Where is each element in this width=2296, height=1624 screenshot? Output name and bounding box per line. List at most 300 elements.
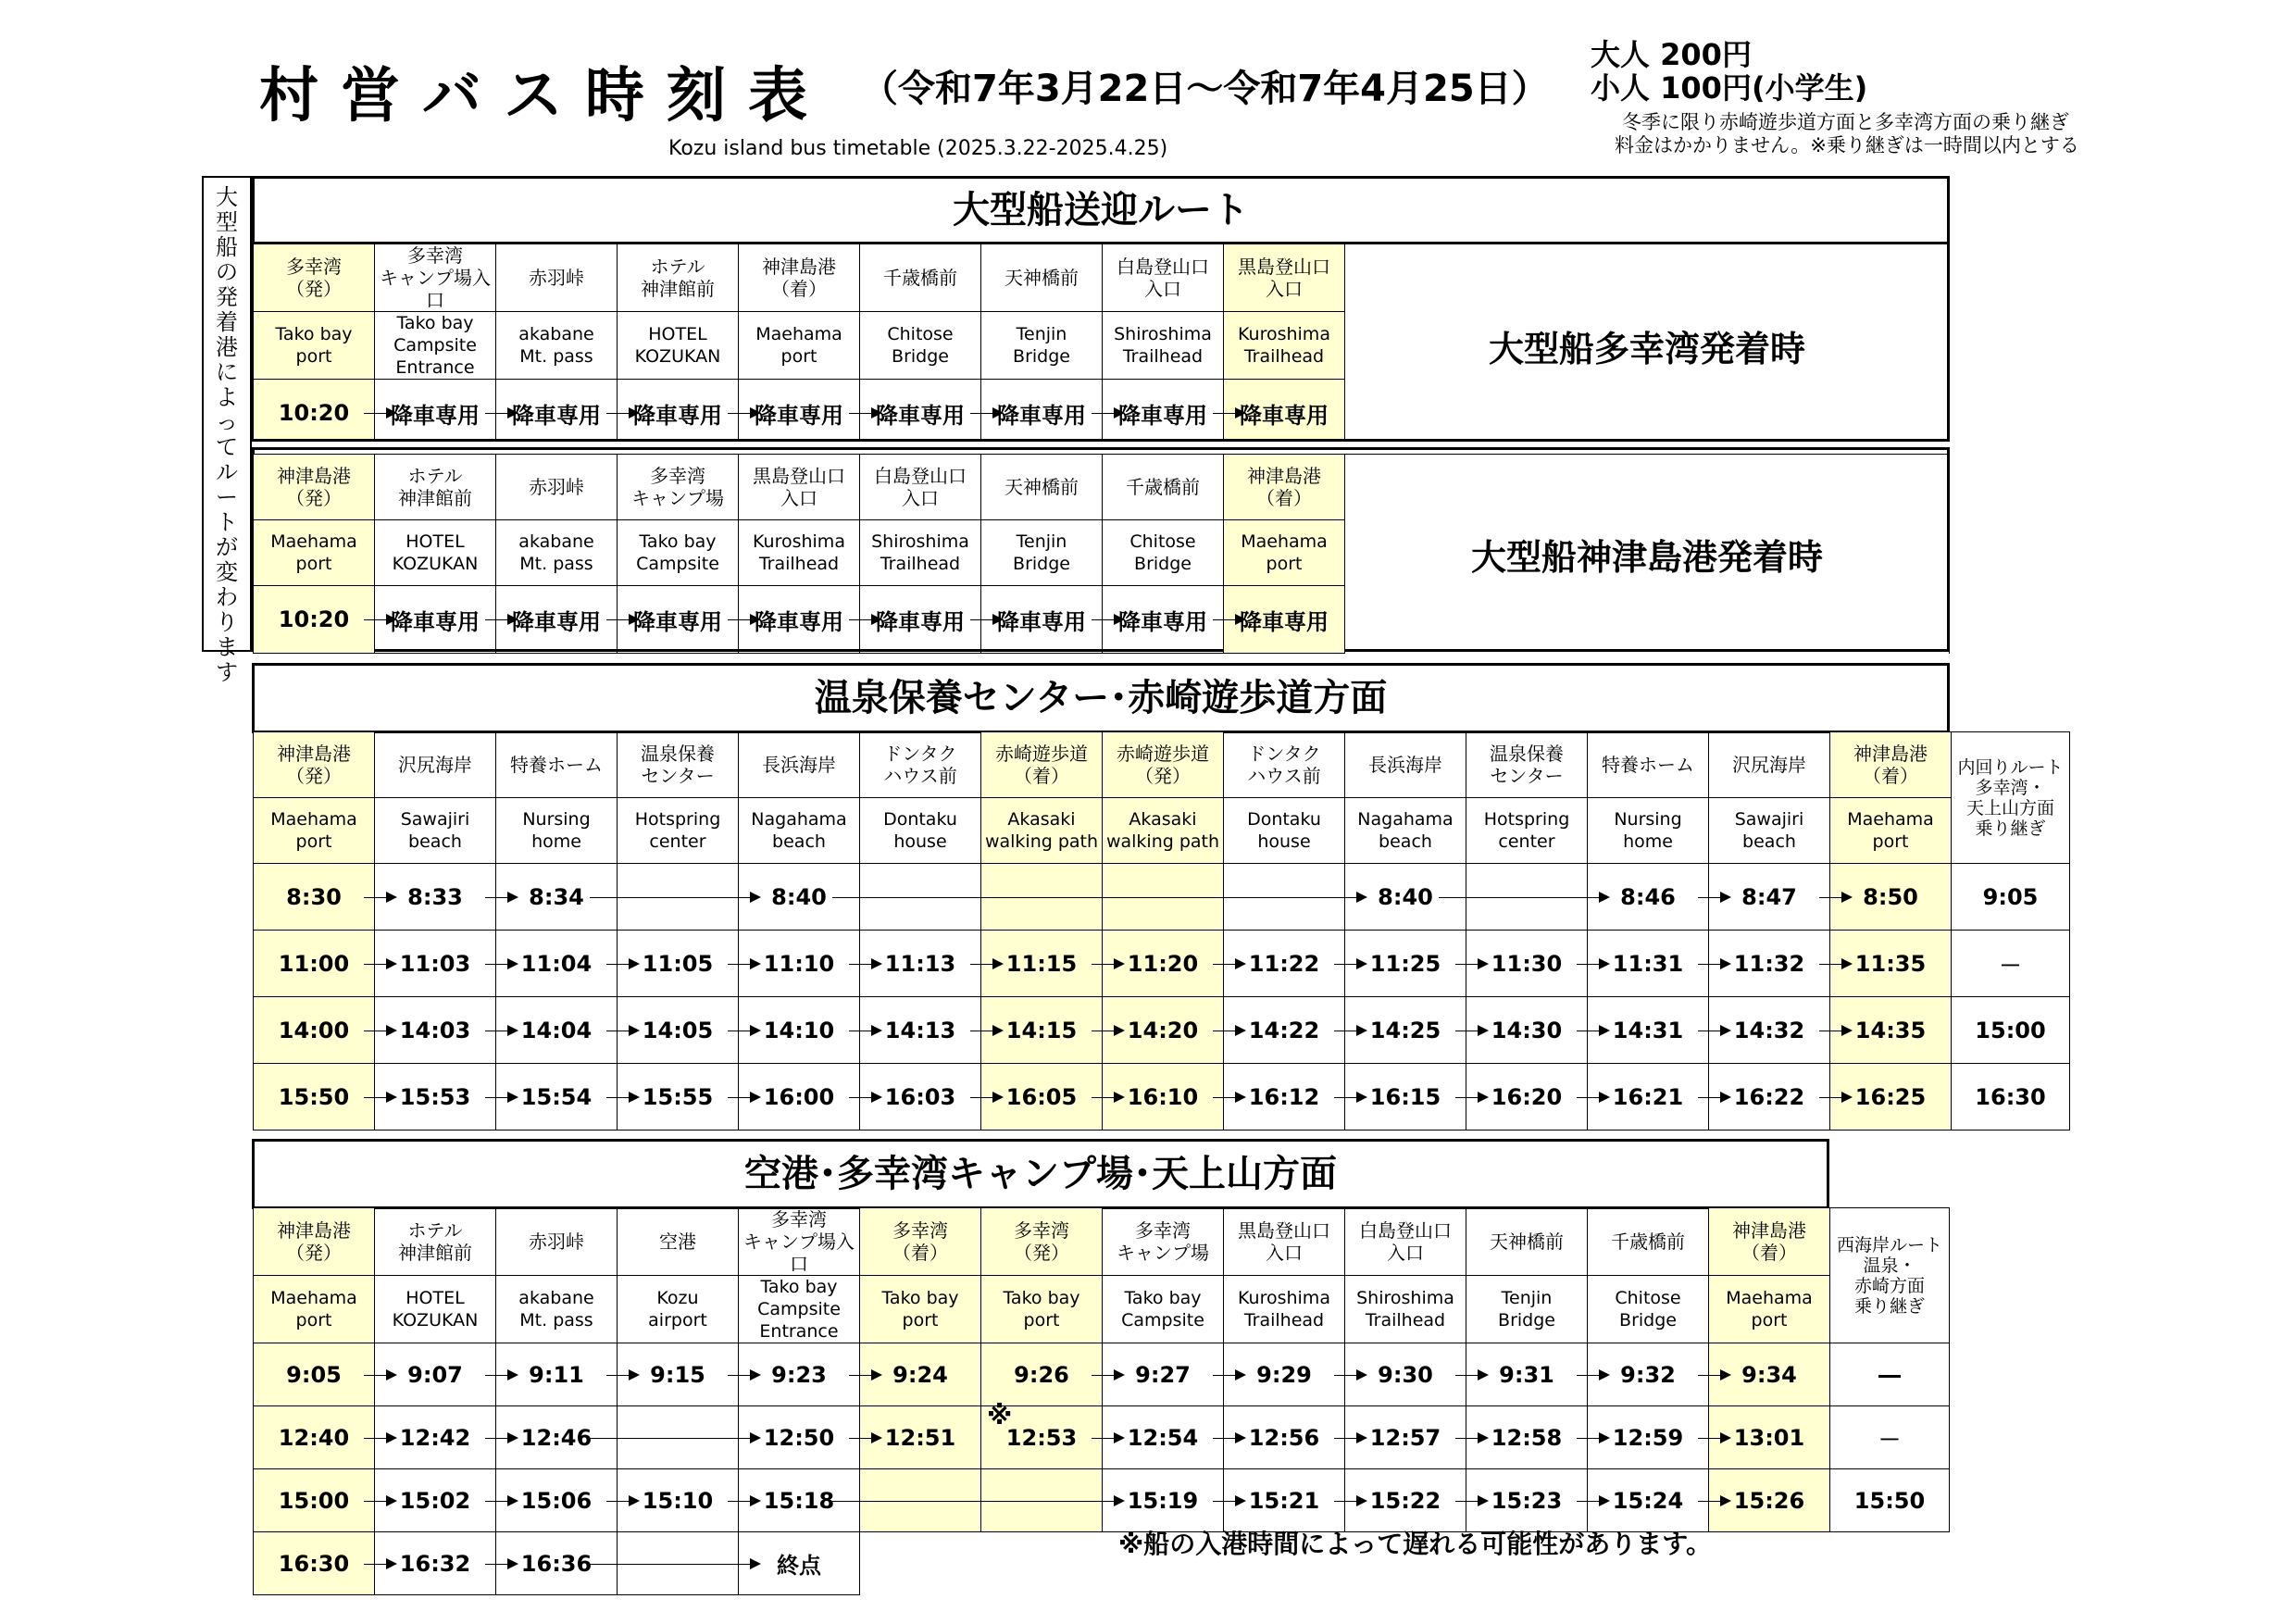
delay-mark: ※ <box>987 1400 1013 1430</box>
stop-name-en: Shiroshima Trailhead <box>1103 312 1224 380</box>
stop-name-jp: ドンタク ハウス前 <box>1224 732 1345 798</box>
onsen-route-table <box>253 731 2070 1131</box>
route-arrow <box>1213 1438 1244 1439</box>
route-arrow <box>1213 413 1244 414</box>
stop-name-en: Maehama port <box>254 520 375 586</box>
route-arrow <box>606 1375 638 1376</box>
time-cell: 8:46 <box>1588 864 1709 931</box>
route-arrow <box>485 1438 517 1439</box>
time-cell: 14:32 <box>1709 997 1830 1064</box>
time-cell: 降車専用 <box>375 380 496 447</box>
time-cell: 11:22 <box>1224 931 1345 997</box>
transfer-time: － <box>1830 1406 1950 1469</box>
route-arrow <box>1213 964 1244 965</box>
time-cell: 11:15 <box>981 931 1103 997</box>
stop-name-jp: 多幸湾 キャンプ場 <box>618 455 739 520</box>
route-arrow <box>364 897 395 898</box>
time-cell: 8:50 <box>1830 864 1952 931</box>
transfer-time: － <box>1952 931 2070 997</box>
time-cell: 11:31 <box>1588 931 1709 997</box>
stop-name-en: Nursing home <box>496 798 618 864</box>
time-cell: 11:04 <box>496 931 618 997</box>
stop-name-jp: 千歳橋前 <box>860 244 981 312</box>
stop-name-jp: 赤羽峠 <box>496 1208 618 1276</box>
stop-name-en: HOTEL KOZUKAN <box>618 312 739 380</box>
time-cell: 12:46 <box>496 1406 618 1469</box>
time-cell: 9:34 <box>1709 1343 1830 1406</box>
transfer-time: ― <box>1830 1343 1950 1406</box>
stop-name-jp: 多幸湾 キャンプ場 <box>1103 1208 1224 1276</box>
route-arrow <box>364 413 395 414</box>
stop-name-en: Tako bay Campsite <box>1103 1276 1224 1343</box>
time-cell: 15:06 <box>496 1469 618 1532</box>
stop-name-en: Shiroshima Trailhead <box>860 520 981 586</box>
stop-name-jp: 多幸湾 キャンプ場入口 <box>375 244 496 312</box>
time-cell: 9:31 <box>1466 1343 1588 1406</box>
time-cell: 9:29 <box>1224 1343 1345 1406</box>
time-cell: 14:03 <box>375 997 496 1064</box>
route-label: 大型船多幸湾発着時 <box>1345 244 1950 447</box>
route-arrow <box>485 413 517 414</box>
stop-name-jp: 多幸湾 （発） <box>981 1208 1103 1276</box>
route-arrow <box>606 1501 638 1502</box>
section-airport-title: 空港･多幸湾キャンプ場･天上山方面 <box>252 1139 1829 1209</box>
route-arrow <box>1819 964 1851 965</box>
stop-name-en: Tenjin Bridge <box>981 312 1103 380</box>
time-cell: 16:32 <box>375 1532 496 1595</box>
stop-name-en: Chitose Bridge <box>860 312 981 380</box>
stop-name-jp: 多幸湾 （着） <box>860 1208 981 1276</box>
route-arrow <box>849 1097 880 1098</box>
time-cell: 11:32 <box>1709 931 1830 997</box>
route-arrow <box>849 619 880 620</box>
period: （令和7年3月22日～令和7年4月25日） <box>861 68 1549 110</box>
route-arrow <box>590 1564 759 1565</box>
stop-name-en: Kozu airport <box>618 1276 739 1343</box>
route-arrow <box>728 1375 759 1376</box>
transfer-note-2: 料金はかかりません。※乗り継ぎは一時間以内とする <box>1615 134 2079 156</box>
route-arrow <box>1213 619 1244 620</box>
time-cell: 降車専用 <box>375 586 496 654</box>
transfer-note-1: 冬季に限り赤崎遊歩道方面と多幸湾方面の乗り継ぎ <box>1622 111 2069 133</box>
route-arrow <box>485 619 517 620</box>
time-cell: 16:25 <box>1830 1064 1952 1131</box>
stop-name-jp: 神津島港 （着） <box>1709 1208 1830 1276</box>
stop-name-en: akabane Mt. pass <box>496 1276 618 1343</box>
time-cell: 15:10 <box>618 1469 739 1532</box>
section-ship-title: 大型船送迎ルート <box>252 176 1950 244</box>
time-cell: 14:13 <box>860 997 981 1064</box>
title-english: Kozu island bus timetable (2025.3.22-2025.4.25) <box>668 137 1168 160</box>
route-arrow <box>364 1438 395 1439</box>
transfer-time: 15:00 <box>1952 997 2070 1064</box>
time-cell: 8:30 <box>254 864 375 931</box>
stop-name-jp: 温泉保養 センター <box>618 732 739 798</box>
time-cell: 11:03 <box>375 931 496 997</box>
time-cell: 16:30 <box>254 1532 375 1595</box>
time-cell: 12:54 <box>1103 1406 1224 1469</box>
stop-name-jp: 白島登山口 入口 <box>860 455 981 520</box>
route-arrow <box>590 897 759 898</box>
route-arrow <box>1334 1501 1366 1502</box>
page-title: 村営バス時刻表 <box>259 62 830 131</box>
time-cell: 15:26 <box>1709 1469 1830 1532</box>
time-cell: 11:05 <box>618 931 739 997</box>
stop-name-en: Shiroshima Trailhead <box>1345 1276 1466 1343</box>
time-cell: 8:47 <box>1709 864 1830 931</box>
route-arrow <box>1092 1375 1123 1376</box>
route-arrow <box>1698 1375 1729 1376</box>
stop-name-en: Maehama port <box>739 312 860 380</box>
stop-name-jp: 神津島港 （着） <box>739 244 860 312</box>
time-cell: 15:54 <box>496 1064 618 1131</box>
route-arrow <box>1455 1438 1487 1439</box>
stop-name-jp: 神津島港 （発） <box>254 732 375 798</box>
route-arrow <box>364 964 395 965</box>
time-cell: 降車専用 <box>739 586 860 654</box>
time-cell: 9:15 <box>618 1343 739 1406</box>
route-arrow <box>970 413 1002 414</box>
stop-name-jp: 沢尻海岸 <box>1709 732 1830 798</box>
time-cell: 16:36 <box>496 1532 618 1595</box>
section-divider <box>252 439 1950 450</box>
route-arrow <box>1334 1375 1366 1376</box>
stop-name-jp: 黒島登山口 入口 <box>1224 1208 1345 1276</box>
route-arrow <box>606 413 638 414</box>
time-cell: 11:35 <box>1830 931 1952 997</box>
route-arrow <box>1455 1097 1487 1098</box>
stop-name-jp: 黒島登山口 入口 <box>739 455 860 520</box>
time-cell: 9:26 <box>981 1343 1103 1406</box>
stop-name-en: Tako bay Campsite Entrance <box>739 1276 860 1343</box>
fare-adult: 大人 200円 <box>1591 37 1752 72</box>
route-arrow <box>1819 897 1851 898</box>
route-arrow <box>1698 1438 1729 1439</box>
time-cell: 降車専用 <box>496 586 618 654</box>
stop-name-jp: 特養ホーム <box>496 732 618 798</box>
route-arrow <box>364 1564 395 1565</box>
stop-name-en: Chitose Bridge <box>1588 1276 1709 1343</box>
route-arrow <box>728 964 759 965</box>
route-arrow <box>1455 1501 1487 1502</box>
stop-name-en: Tako bay port <box>254 312 375 380</box>
stop-name-jp: 赤羽峠 <box>496 244 618 312</box>
route-arrow <box>1439 897 1608 898</box>
stop-name-en: Hotspring center <box>618 798 739 864</box>
time-cell: 8:33 <box>375 864 496 931</box>
time-cell: 16:20 <box>1466 1064 1588 1131</box>
time-cell: 14:10 <box>739 997 860 1064</box>
time-cell: 9:23 <box>739 1343 860 1406</box>
time-cell: 12:59 <box>1588 1406 1709 1469</box>
stop-name-jp: 空港 <box>618 1208 739 1276</box>
time-cell: 10:20 <box>254 380 375 447</box>
time-cell: 11:25 <box>1345 931 1466 997</box>
stop-name-en: Maehama port <box>1224 520 1345 586</box>
route-arrow <box>970 619 1002 620</box>
time-cell: 14:31 <box>1588 997 1709 1064</box>
route-arrow <box>1334 964 1366 965</box>
time-cell: 16:15 <box>1345 1064 1466 1131</box>
delay-footnote: ※船の入港時間によって遅れる可能性があります。 <box>1118 1529 1712 1559</box>
stop-name-en: HOTEL KOZUKAN <box>375 520 496 586</box>
stop-name-en: Nagahama beach <box>1345 798 1466 864</box>
stop-name-jp: ホテル 神津館前 <box>375 455 496 520</box>
route-arrow <box>1577 1438 1608 1439</box>
route-arrow <box>1698 1501 1729 1502</box>
time-cell: 12:56 <box>1224 1406 1345 1469</box>
time-cell: 降車専用 <box>618 380 739 447</box>
time-cell: 11:00 <box>254 931 375 997</box>
time-cell: 9:24 <box>860 1343 981 1406</box>
time-cell: 15:22 <box>1345 1469 1466 1532</box>
route-arrow <box>1819 1097 1851 1098</box>
transfer-time: 16:30 <box>1952 1064 2070 1131</box>
route-arrow <box>1455 964 1487 965</box>
time-cell: 11:20 <box>1103 931 1224 997</box>
time-cell: 終点 <box>739 1532 860 1595</box>
route-label: 大型船神津島港発着時 <box>1345 455 1950 654</box>
time-cell: 15:23 <box>1466 1469 1588 1532</box>
route-arrow <box>606 619 638 620</box>
time-cell: 9:30 <box>1345 1343 1466 1406</box>
route-arrow <box>606 964 638 965</box>
stop-name-en: Tako bay Campsite Entrance <box>375 312 496 380</box>
route-arrow <box>849 413 880 414</box>
time-cell: 11:30 <box>1466 931 1588 997</box>
stop-name-jp: 神津島港 （発） <box>254 455 375 520</box>
stop-name-jp: 白島登山口 入口 <box>1345 1208 1466 1276</box>
stop-name-en: Maehama port <box>1830 798 1952 864</box>
route-arrow <box>1213 1501 1244 1502</box>
stop-name-en: Hotspring center <box>1466 798 1588 864</box>
stop-name-jp: 神津島港 （着） <box>1830 732 1952 798</box>
stop-name-jp: 千歳橋前 <box>1103 455 1224 520</box>
route-arrow <box>485 1097 517 1098</box>
route-arrow <box>1092 1438 1123 1439</box>
time-cell: 降車専用 <box>981 380 1103 447</box>
time-cell: 10:20 <box>254 586 375 654</box>
route-arrow <box>728 1097 759 1098</box>
stop-name-jp: 神津島港 （発） <box>254 1208 375 1276</box>
stop-name-en: HOTEL KOZUKAN <box>375 1276 496 1343</box>
time-cell: 15:00 <box>254 1469 375 1532</box>
time-cell: 降車専用 <box>860 586 981 654</box>
transfer-time: 15:50 <box>1830 1469 1950 1532</box>
time-cell: 16:05 <box>981 1064 1103 1131</box>
route-arrow <box>485 964 517 965</box>
time-cell: 12:53 <box>981 1406 1103 1469</box>
time-cell: 16:03 <box>860 1064 981 1131</box>
stop-name-en: akabane Mt. pass <box>496 520 618 586</box>
stop-name-jp: ドンタク ハウス前 <box>860 732 981 798</box>
time-cell: 9:11 <box>496 1343 618 1406</box>
time-cell: 15:18 <box>739 1469 860 1532</box>
time-cell: 12:40 <box>254 1406 375 1469</box>
time-cell: 降車専用 <box>1224 380 1345 447</box>
stop-name-en: Tenjin Bridge <box>1466 1276 1588 1343</box>
stop-name-jp: ホテル 神津館前 <box>618 244 739 312</box>
stop-name-en: Akasaki walking path <box>1103 798 1224 864</box>
route-arrow <box>1213 1375 1244 1376</box>
stop-name-jp: 長浜海岸 <box>739 732 860 798</box>
time-cell: 16:22 <box>1709 1064 1830 1131</box>
time-cell: 9:27 <box>1103 1343 1224 1406</box>
route-arrow <box>849 1375 880 1376</box>
route-arrow <box>364 1501 395 1502</box>
vertical-route-note: 大 型 船 の 発 着 港 に よ っ て ル ー ト が 変 わ り ま す <box>202 176 252 652</box>
route-arrow <box>485 1564 517 1565</box>
time-cell: 11:10 <box>739 931 860 997</box>
route-arrow <box>728 1501 759 1502</box>
time-cell: 降車専用 <box>1103 586 1224 654</box>
route-arrow <box>1577 964 1608 965</box>
route-arrow <box>970 964 1002 965</box>
time-cell: 降車専用 <box>1103 380 1224 447</box>
route-arrow <box>1698 964 1729 965</box>
time-cell: 降車専用 <box>496 380 618 447</box>
route-arrow <box>832 897 1366 898</box>
transfer-time: 9:05 <box>1952 864 2070 931</box>
time-cell: 12:51 <box>860 1406 981 1469</box>
stop-name-en: Tako bay port <box>860 1276 981 1343</box>
stop-name-jp: 千歳橋前 <box>1588 1208 1709 1276</box>
stop-name-jp: 赤崎遊歩道 （着） <box>981 732 1103 798</box>
stop-name-en: akabane Mt. pass <box>496 312 618 380</box>
time-cell: 14:00 <box>254 997 375 1064</box>
route-arrow <box>1334 1438 1366 1439</box>
stop-name-en: Tenjin Bridge <box>981 520 1103 586</box>
transfer-header: 西海岸ルート 温泉・ 赤崎方面 乗り継ぎ <box>1830 1208 1950 1343</box>
route-arrow <box>1698 1097 1729 1098</box>
time-cell: 降車専用 <box>981 586 1103 654</box>
time-cell: 14:25 <box>1345 997 1466 1064</box>
route-arrow <box>1092 413 1123 414</box>
route-arrow <box>1334 1097 1366 1098</box>
stop-name-jp: 黒島登山口 入口 <box>1224 244 1345 312</box>
route-arrow <box>1092 1097 1123 1098</box>
route-arrow <box>728 413 759 414</box>
stop-name-jp: 天神橋前 <box>981 244 1103 312</box>
stop-name-en: Nursing home <box>1588 798 1709 864</box>
route-arrow <box>1577 1097 1608 1098</box>
stop-name-en: Sawajiri beach <box>1709 798 1830 864</box>
time-cell: 9:32 <box>1588 1343 1709 1406</box>
time-cell: 16:12 <box>1224 1064 1345 1131</box>
stop-name-jp: 白島登山口 入口 <box>1103 244 1224 312</box>
stop-name-en: Maehama port <box>1709 1276 1830 1343</box>
stop-name-en: Akasaki walking path <box>981 798 1103 864</box>
time-cell: 15:24 <box>1588 1469 1709 1532</box>
time-cell: 降車専用 <box>739 380 860 447</box>
stop-name-jp: 温泉保養 センター <box>1466 732 1588 798</box>
time-cell: 15:02 <box>375 1469 496 1532</box>
route-arrow <box>485 1375 517 1376</box>
route-arrow <box>1577 1501 1608 1502</box>
stop-name-en: Kuroshima Trailhead <box>1224 1276 1345 1343</box>
route-arrow <box>485 897 517 898</box>
stop-name-jp: 多幸湾 キャンプ場入口 <box>739 1208 860 1276</box>
time-cell: 12:58 <box>1466 1406 1588 1469</box>
section-onsen-title: 温泉保養センター･赤崎遊歩道方面 <box>252 663 1950 733</box>
time-cell: 15:50 <box>254 1064 375 1131</box>
stop-name-en: Kuroshima Trailhead <box>739 520 860 586</box>
stop-name-en: Nagahama beach <box>739 798 860 864</box>
stop-name-en: Dontaku house <box>860 798 981 864</box>
time-cell: 14:22 <box>1224 997 1345 1064</box>
time-cell: 15:55 <box>618 1064 739 1131</box>
time-cell: 11:13 <box>860 931 981 997</box>
time-cell: 降車専用 <box>1224 586 1345 654</box>
time-cell: 14:15 <box>981 997 1103 1064</box>
route-arrow <box>849 1438 880 1439</box>
fare-child: 小人 100円(小学生) <box>1591 70 1868 106</box>
time-cell: 14:20 <box>1103 997 1224 1064</box>
time-cell: 14:05 <box>618 997 739 1064</box>
time-cell: 15:21 <box>1224 1469 1345 1532</box>
time-cell: 14:04 <box>496 997 618 1064</box>
stop-name-en: Maehama port <box>254 798 375 864</box>
route-arrow <box>1577 1375 1608 1376</box>
time-cell: 8:40 <box>739 864 860 931</box>
time-cell: 12:57 <box>1345 1406 1466 1469</box>
stop-name-en: Kuroshima Trailhead <box>1224 312 1345 380</box>
stop-name-jp: 赤崎遊歩道 （発） <box>1103 732 1224 798</box>
time-cell: 16:00 <box>739 1064 860 1131</box>
stop-name-en: Tako bay Campsite <box>618 520 739 586</box>
time-cell: 15:53 <box>375 1064 496 1131</box>
time-cell: 14:35 <box>1830 997 1952 1064</box>
time-cell: 13:01 <box>1709 1406 1830 1469</box>
route-arrow <box>849 964 880 965</box>
time-cell: 12:42 <box>375 1406 496 1469</box>
route-arrow <box>728 619 759 620</box>
route-arrow <box>1698 897 1729 898</box>
route-arrow <box>1092 619 1123 620</box>
time-cell: 15:19 <box>1103 1469 1224 1532</box>
stop-name-en: Dontaku house <box>1224 798 1345 864</box>
stop-name-jp: 多幸湾 （発） <box>254 244 375 312</box>
time-cell: 14:30 <box>1466 997 1588 1064</box>
time-cell: 9:05 <box>254 1343 375 1406</box>
time-cell: 16:21 <box>1588 1064 1709 1131</box>
time-cell: 16:10 <box>1103 1064 1224 1131</box>
route-arrow <box>364 1097 395 1098</box>
stop-name-jp: 特養ホーム <box>1588 732 1709 798</box>
stop-name-jp: 神津島港 （着） <box>1224 455 1345 520</box>
stop-name-en: Chitose Bridge <box>1103 520 1224 586</box>
route-arrow <box>485 1501 517 1502</box>
stop-name-jp: 赤羽峠 <box>496 455 618 520</box>
route-arrow <box>364 1375 395 1376</box>
stop-name-en: Sawajiri beach <box>375 798 496 864</box>
route-arrow <box>970 1097 1002 1098</box>
route-arrow <box>1213 1097 1244 1098</box>
route-arrow <box>832 1501 1123 1502</box>
time-cell: 8:34 <box>496 864 618 931</box>
time-cell: 降車専用 <box>860 380 981 447</box>
time-cell: 12:50 <box>739 1406 860 1469</box>
route-arrow <box>606 1097 638 1098</box>
time-cell: 9:07 <box>375 1343 496 1406</box>
stop-name-jp: 長浜海岸 <box>1345 732 1466 798</box>
time-cell: 降車専用 <box>618 586 739 654</box>
transfer-header: 内回りルート 多幸湾・ 天上山方面 乗り継ぎ <box>1952 732 2070 864</box>
stop-name-jp: 沢尻海岸 <box>375 732 496 798</box>
stop-name-jp: 天神橋前 <box>981 455 1103 520</box>
stop-name-jp: ホテル 神津館前 <box>375 1208 496 1276</box>
stop-name-en: Maehama port <box>254 1276 375 1343</box>
